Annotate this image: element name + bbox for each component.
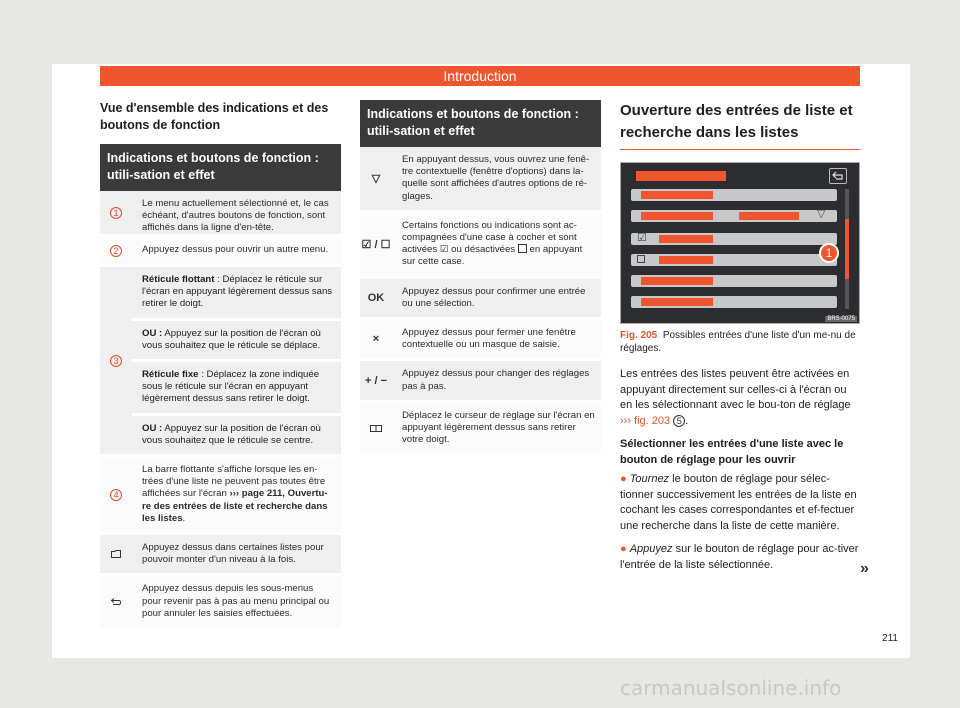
entry-label xyxy=(641,212,713,220)
scroll-bar[interactable] xyxy=(845,189,849,309)
callout-3-icon: 3 xyxy=(100,267,132,454)
row-text: Certains fonctions ou indications sont ac-compagnées d'une case à cocher et sont activées ☑ ou désactivées en appuyant sur cette case. xyxy=(402,219,583,268)
row-text: Appuyez dessus dans certaines listes pour pouvoir monter d'un niveau à la fois. xyxy=(142,542,324,566)
slider-icon xyxy=(360,403,392,454)
table-row xyxy=(100,535,341,576)
table-row xyxy=(360,403,601,457)
empty-box-icon xyxy=(637,255,645,263)
figure-caption: Fig. 205 Possibles entrées d'une liste d'un me-nu de réglages. xyxy=(620,330,856,354)
watermark: carmanualsonline.info xyxy=(620,676,842,700)
sub-cell: Réticule fixe : Déplacez la zone indiquée sous le réticule sur l'écran en appuyant légèrement dessus sans retirer le doigt. xyxy=(132,362,341,416)
back-icon xyxy=(829,168,847,184)
callout-1: 1 xyxy=(819,243,839,263)
table-row xyxy=(360,213,601,279)
entry-label xyxy=(641,298,713,306)
table-row xyxy=(360,361,601,402)
table-row xyxy=(100,191,341,237)
table-row xyxy=(360,279,601,320)
figure-reference-link[interactable]: ››› fig. 203 xyxy=(620,414,671,427)
row-text: Appuyez dessus depuis les sous-menus pour revenir pas à pas au menu principal ou pour annuler les saisies effectuées. xyxy=(142,583,330,619)
chapter-header: Introduction xyxy=(100,66,860,86)
column-1 xyxy=(100,100,341,630)
table-row xyxy=(360,320,601,361)
continued-marker: » xyxy=(860,560,869,577)
entry-label xyxy=(641,277,713,285)
bullet-icon: ● xyxy=(620,473,627,485)
column-3 xyxy=(620,100,860,581)
row-sub-cells xyxy=(132,267,341,454)
row-text: La barre flottante s'affiche lorsque les en-trées d'une liste ne peuvent pas toutes être affichées sur l'écran ››› page 211, Ouvertu-re des entrées de liste et recherche dans les listes. xyxy=(142,464,328,524)
table-row xyxy=(100,576,341,630)
empty-box-icon xyxy=(518,244,527,253)
row-text: En appuyant dessus, vous ouvrez une fenê-tre contextuelle (fenêtre d'options) dans la-quelle sont affichées d'autres options de ré-glages. xyxy=(402,154,590,202)
bullet-item: ● Tournez le bouton de réglage pour sélec-tionner successivement les entrées de la liste en cochant les cases correspondantes et ef-fectuer une recherche dans la liste de cette manière. xyxy=(620,473,857,532)
page-reference-link[interactable]: ››› page 211, Ouvertu-re des entrées de liste et recherche dans les listes xyxy=(142,488,328,524)
entry-label xyxy=(659,256,713,264)
screen-title-bar xyxy=(636,171,726,181)
table-head: Indications et boutons de fonction : utili-sation et effet xyxy=(100,144,341,191)
bullet-icon: ● xyxy=(620,543,627,555)
checkbox-icon: ☑ / ☐ xyxy=(361,238,391,251)
dropdown-triangle-icon: ▽ xyxy=(817,208,826,220)
section-heading: Ouverture des entrées de liste et recherche dans les listes xyxy=(620,100,860,150)
row-text: Appuyez dessus pour fermer une fenêtre contextuelle ou un masque de saisie. xyxy=(402,327,576,351)
entry-value xyxy=(739,212,799,220)
dropdown-triangle-icon: ▽ xyxy=(371,172,381,185)
callout-1-icon: 1 xyxy=(100,191,132,234)
row-text: Le menu actuellement sélectionné et, le cas échéant, d'autres boutons de fonction, sont affichés dans la ligne d'en-tête. xyxy=(142,198,329,234)
entry-label xyxy=(641,191,713,199)
ok-icon: OK xyxy=(367,291,385,304)
figure-screen xyxy=(620,162,860,324)
checkbox-icon: ☑ xyxy=(637,232,647,244)
back-icon xyxy=(100,576,132,627)
column-2 xyxy=(360,100,601,456)
table-row xyxy=(360,147,601,213)
folder-icon xyxy=(100,535,132,573)
table-row xyxy=(100,457,341,535)
entry-label xyxy=(659,235,713,243)
sub-cell: Réticule flottant : Déplacez le réticule sur l'écran en appuyant légèrement dessus sans retirer le doigt. xyxy=(132,267,341,321)
plus-minus-icon: + / − xyxy=(364,374,388,387)
row-text: Déplacez le curseur de réglage sur l'écran en appuyant légèrement dessus sans retirer votre doigt. xyxy=(402,409,595,446)
row-text: Appuyez dessus pour ouvrir un autre menu. xyxy=(142,244,329,255)
row-text: Appuyez dessus pour changer des réglages pas à pas. xyxy=(402,368,590,392)
page-number: 211 xyxy=(882,633,898,644)
row-text: Appuyez dessus pour confirmer une entrée ou une sélection. xyxy=(402,285,586,309)
subheading: Sélectionner les entrées d'une liste avec le bouton de réglage pour les ouvrir xyxy=(620,438,844,466)
callout-2-icon: 2 xyxy=(100,237,132,264)
paragraph: Les entrées des listes peuvent être activées en appuyant directement sur celles-ci à l'écran ou en les sélectionnant avec le bou-ton de réglage ››› fig. 203 5 . xyxy=(620,368,851,427)
table-head: Indications et boutons de fonction : utili-sation et effet xyxy=(360,100,601,147)
callout-4-icon: 4 xyxy=(100,457,132,532)
table-row xyxy=(100,267,341,457)
bullet-item: ● Appuyez sur le bouton de réglage pour ac-tiver l'entrée de la liste sélectionnée. xyxy=(620,543,859,571)
section-title: Vue d'ensemble des indications et des boutons de fonction xyxy=(100,101,329,132)
checked-box-icon: ☑ xyxy=(439,244,449,256)
close-icon: × xyxy=(372,333,380,346)
scroll-thumb[interactable] xyxy=(845,219,849,279)
sub-cell: OU : Appuyez sur la position de l'écran où vous souhaitez que le réticule se déplace. xyxy=(132,321,341,362)
sub-cell: OU : Appuyez sur la position de l'écran où vous souhaitez que le réticule se centre. xyxy=(142,422,321,446)
table-row xyxy=(100,237,341,267)
figure-code: BRS-0075 xyxy=(827,316,855,322)
